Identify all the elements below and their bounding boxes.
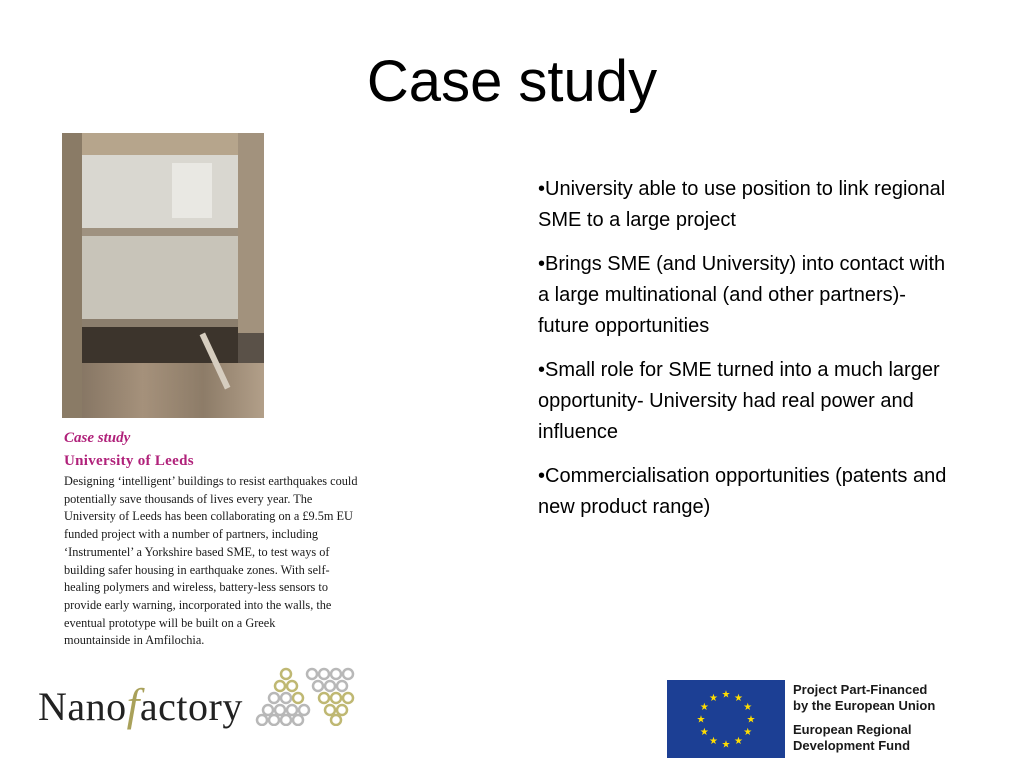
nanofactory-logo: [38, 678, 243, 731]
bullet-list: [538, 174, 958, 536]
case-study-line: provide early warning, incorporated into the walls, the: [64, 597, 332, 612]
eu-star-icon: ★: [721, 689, 731, 701]
eu-text-line2: by the European Union: [793, 698, 936, 713]
case-study-subheading: University of Leeds: [64, 453, 194, 469]
logo-dot: [343, 693, 353, 703]
case-study-line: mountainside in Amfilochia.: [64, 633, 205, 648]
logo-dot: [281, 715, 291, 725]
logo-dot: [293, 693, 303, 703]
logo-dot: [337, 681, 347, 691]
logo-dot: [269, 715, 279, 725]
eu-star-icon: ★: [734, 692, 743, 704]
eu-star-icon: ★: [709, 692, 718, 704]
logo-dot: [287, 681, 297, 691]
logo-dot: [257, 715, 267, 725]
logo-dot: [331, 715, 341, 725]
bullet-item: •Small role for SME turned into a much larger opportunity- University had real power and influence: [538, 359, 940, 443]
logo-dot: [325, 705, 335, 715]
logo-dot: [299, 705, 309, 715]
case-study-line: Designing ‘intelligent’ buildings to resist earthquakes could: [64, 474, 358, 488]
logo-dot: [269, 693, 279, 703]
eu-star-icon: ★: [696, 714, 706, 726]
logo-dot: [281, 693, 291, 703]
eu-text-line4: Development Fund: [793, 738, 911, 753]
logo-dot: [293, 715, 303, 725]
logo-dot: [319, 669, 329, 679]
logo-dot: [307, 669, 317, 679]
logo-dot: [343, 669, 353, 679]
logo-dot: [337, 705, 347, 715]
eu-text-line1: Project Part-Financed: [793, 682, 928, 697]
bullet-item: •Commercialisation opportunities (patents and new product range): [538, 465, 947, 518]
case-study-heading: Case study: [64, 430, 131, 446]
case-study-line: funded project with a number of partners, including: [64, 527, 319, 542]
bullet-item: •University able to use position to link regional SME to a large project: [538, 178, 946, 231]
case-study-line: potentially save thousands of lives every year. The: [64, 491, 313, 506]
bullet-item: •Brings SME (and University) into contact with a large multinational (and other partners)- future opportunities: [538, 253, 946, 337]
logo-dot: [331, 693, 341, 703]
case-study-line: building safer housing in earthquake zones. With self-: [64, 562, 330, 577]
logo-dot: [331, 669, 341, 679]
logo-dot: [325, 681, 335, 691]
logo-dot: [287, 705, 297, 715]
eu-flag: [667, 680, 785, 758]
case-study-line: eventual prototype will be built on a Greek: [64, 615, 276, 630]
eu-text-line3: European Regional: [793, 722, 912, 737]
slide-title: Case study: [366, 49, 658, 114]
eu-star-icon: ★: [709, 736, 718, 748]
logo-dot: [275, 705, 285, 715]
logo-dot: [263, 705, 273, 715]
eu-star-icon: ★: [721, 739, 731, 751]
nanofactory-logo-post: actory: [139, 684, 243, 729]
eu-star-icon: ★: [734, 736, 743, 748]
eu-star-icon: ★: [746, 714, 756, 726]
logo-dot: [281, 669, 291, 679]
eu-star-icon: ★: [743, 727, 753, 738]
logo-dot: [313, 681, 323, 691]
case-study-line: ‘Instrumentel’ a Yorkshire based SME, to test ways of: [64, 544, 330, 559]
damaged-building-photo: [62, 133, 264, 418]
eu-star-icon: ★: [743, 702, 753, 713]
eu-funding-text: [793, 682, 935, 754]
nanofactory-logo-pre: Nano: [38, 684, 127, 729]
nanofactory-logo-f: f: [126, 679, 140, 730]
logo-dot: [319, 693, 329, 703]
eu-star-icon: ★: [699, 727, 709, 738]
case-study-line: healing polymers and wireless, battery-less sensors to: [64, 580, 328, 595]
case-study-body: [64, 473, 464, 650]
case-study-line: University of Leeds has been collaborating on a £9.5m EU: [64, 509, 353, 524]
eu-star-icon: ★: [699, 702, 709, 713]
nanofactory-dots-logo: [254, 666, 374, 726]
logo-dot: [275, 681, 285, 691]
